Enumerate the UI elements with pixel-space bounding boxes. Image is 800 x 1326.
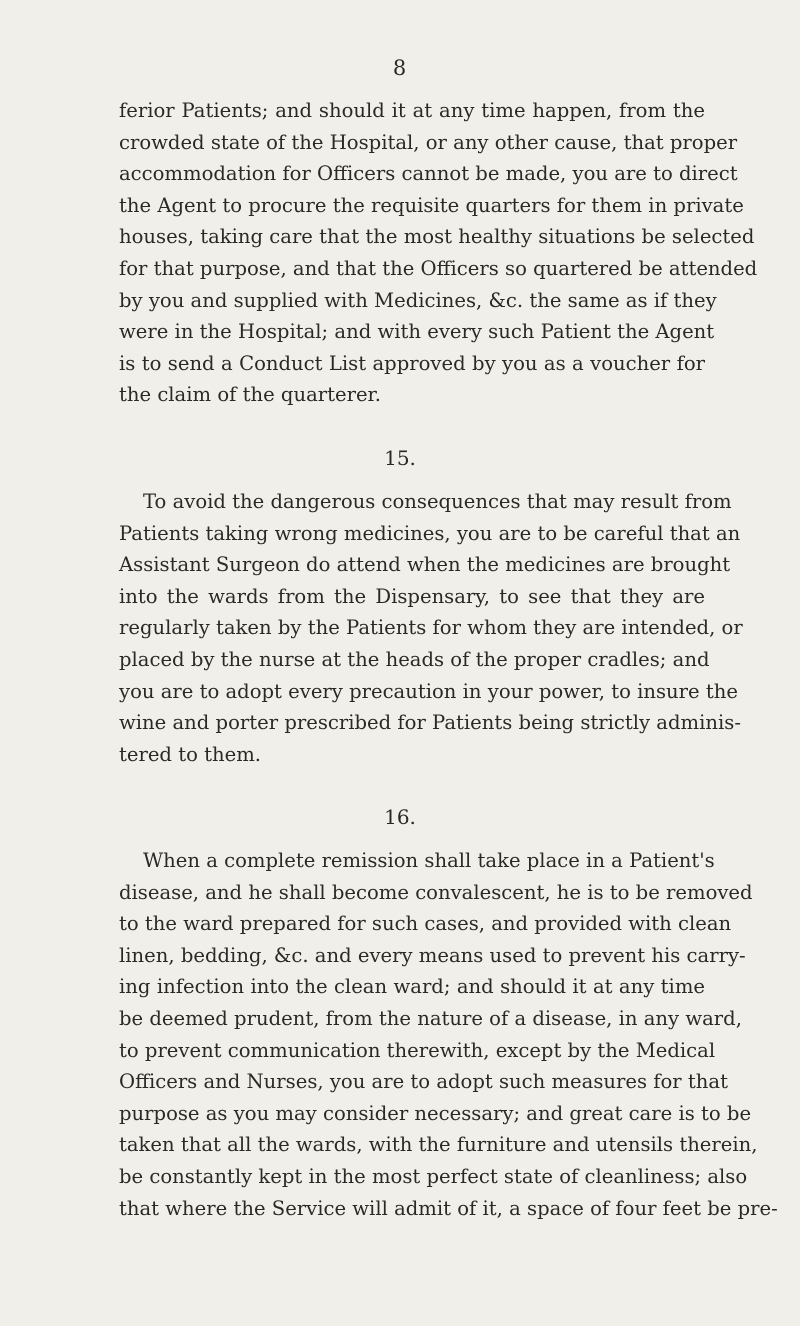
text-line: placed by the nurse at the heads of the proper cradles; and (119, 647, 710, 671)
text-line: crowded state of the Hospital, or any other cause, that proper (119, 130, 738, 154)
text-line: purpose as you may consider necessary; and great care is to be (119, 1101, 752, 1125)
text-line: the Agent to procure the requisite quarters for them in private (119, 193, 744, 217)
text-line: ferior Patients; and should it at any time happen, from the (119, 99, 705, 122)
text-line: into the wards from the Dispensary, to see that they are (119, 584, 705, 608)
text-line: houses, taking care that the most healthy situations be selected (119, 225, 755, 249)
text-line: the claim of the quarterer. (119, 383, 381, 407)
text-line: is to send a Conduct List approved by you as a voucher for (119, 351, 705, 375)
text-line: When a complete remission shall take place in a Patient's (143, 849, 715, 872)
text-line: accommodation for Officers cannot be made, you are to direct (119, 162, 738, 186)
section-number-15: 15. (384, 446, 416, 470)
text-line: by you and supplied with Medicines, &c. the same as if they (119, 288, 717, 312)
text-line: disease, and he shall become convalescent, he is to be removed (119, 880, 753, 904)
text-line: ing infection into the clean ward; and should it at any time (119, 975, 705, 999)
text-line: tered to them. (119, 742, 261, 766)
text-line: taken that all the wards, with the furniture and utensils therein, (119, 1133, 758, 1157)
text-line: to prevent communication therewith, except by the Medical (119, 1038, 716, 1062)
text-line: be deemed prudent, from the nature of a disease, in any ward, (119, 1006, 742, 1030)
section-number-16: 16. (384, 805, 416, 829)
text-line: be constantly kept in the most perfect state of cleanliness; also (119, 1164, 748, 1188)
text-line: Assistant Surgeon do attend when the medicines are brought (119, 553, 731, 577)
text-line: to the ward prepared for such cases, and provided with clean (119, 912, 732, 936)
text-line: were in the Hospital; and with every such Patient the Agent (119, 320, 715, 344)
text-line: wine and porter prescribed for Patients being strictly adminis- (119, 711, 741, 735)
paragraph-section-16 (119, 845, 778, 1224)
text-line: To avoid the dangerous consequences that may result from (143, 490, 732, 513)
page-number: 8 (392, 56, 408, 80)
text-line: linen, bedding, &c. and every means used to prevent his carry- (119, 943, 746, 967)
text-line: regularly taken by the Patients for whom they are intended, or (119, 616, 743, 640)
paragraph-section-15 (119, 486, 743, 770)
text-line: Officers and Nurses, you are to adopt such measures for that (119, 1070, 728, 1094)
text-line: you are to adopt every precaution in your power, to insure the (119, 679, 738, 703)
paragraph-continuation (119, 95, 758, 411)
text-line: for that purpose, and that the Officers so quartered be attended (119, 256, 758, 280)
text-line: that where the Service will admit of it, a space of four feet be pre- (119, 1196, 778, 1220)
text-line: Patients taking wrong medicines, you are to be careful that an (119, 521, 741, 545)
